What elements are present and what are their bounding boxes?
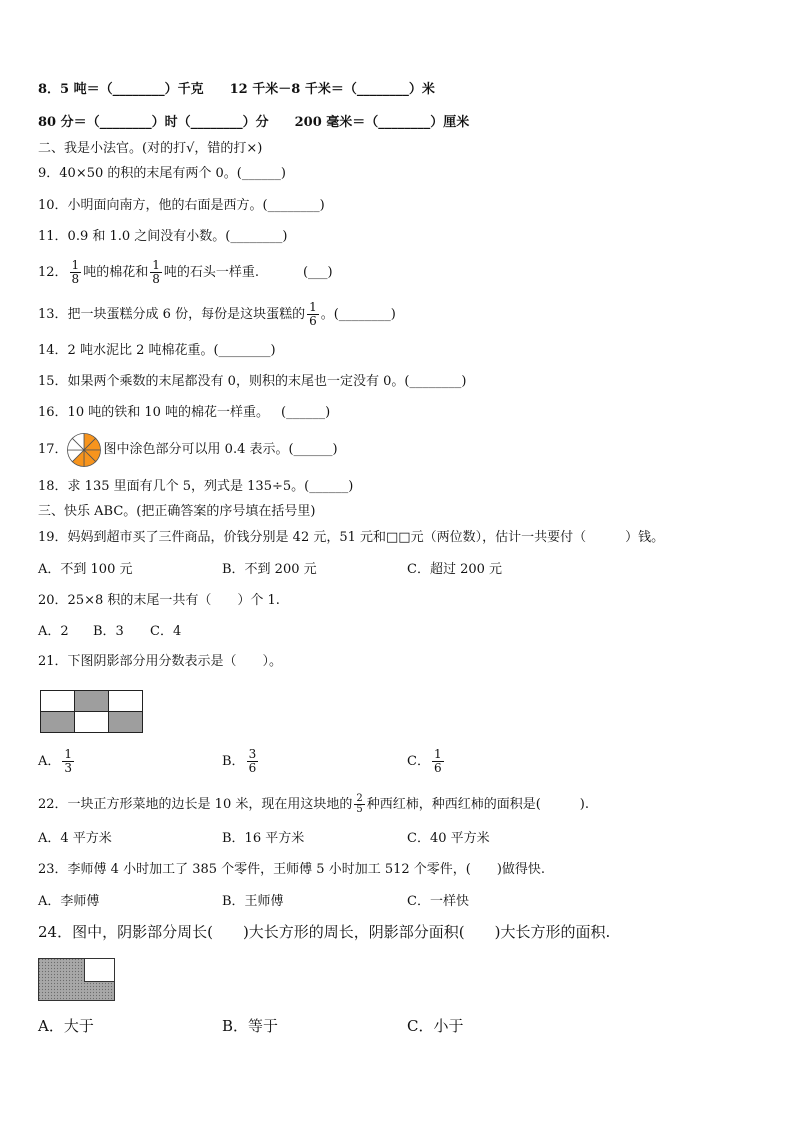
- grid-cell: [75, 691, 109, 712]
- answer-blank: (___): [302, 265, 333, 280]
- grid-cell: [109, 691, 143, 712]
- section-3-heading: 三、快乐 ABC。(把正确答案的序号填在括号里): [38, 504, 316, 519]
- fraction-one-sixth: $\frac{1}{6}$: [309, 300, 317, 328]
- question-9: 9．40×50 的积的末尾有两个 0。(______): [38, 166, 286, 181]
- q8-line2: [38, 113, 469, 133]
- section-2-heading: 二、我是小法官。(对的打√，错的打×): [38, 141, 263, 156]
- q22-option-c: C．40 平方米: [407, 831, 490, 846]
- q8-part-d: 200 毫米＝（________）厘米: [294, 115, 470, 130]
- q24-option-b: B．等于: [222, 1017, 279, 1035]
- q19-option-b: B．不到 200 元: [222, 562, 317, 577]
- q21-option-c: C． $\frac{1}{6}$: [407, 747, 442, 775]
- q8-part-c: 80 分＝（________）时（________）分: [38, 115, 269, 130]
- q24-option-a: A．大于: [38, 1017, 94, 1035]
- q21-option-b: B． $\frac{3}{6}$: [222, 747, 257, 775]
- fraction-one-eighth: $\frac{1}{8}$: [152, 258, 160, 286]
- q8-line1: [38, 80, 435, 100]
- question-24: 24．图中，阴影部分周长( )大长方形的周长，阴影部分面积( )大长方形的面积.: [38, 923, 611, 941]
- grid-cell: [41, 712, 75, 733]
- q20-option-b: B．3: [93, 624, 124, 639]
- q19-option-c: C．超过 200 元: [407, 562, 503, 577]
- q19-option-a: A．不到 100 元: [38, 562, 133, 577]
- q23-option-c: C．一样快: [407, 894, 469, 909]
- q8-part-a: 8．5 吨＝（________）千克: [38, 82, 204, 97]
- question-19: 19．妈妈到超市买了三件商品，价钱分别是 42 元，51 元和□□元（两位数），估计一共要付（ ）钱。: [38, 530, 665, 545]
- question-11: 11．0.9 和 1.0 之间没有小数。(________): [38, 229, 288, 244]
- q17-shaded-circle-figure: [66, 432, 102, 468]
- q20-option-c: C．4: [150, 624, 182, 639]
- question-23: 23．李师傅 4 小时加工了 385 个零件，王师傅 5 小时加工 512 个零件，( )做得快.: [38, 862, 546, 877]
- question-12: 12． $\frac{1}{8}$ 吨的棉花和 $\frac{1}{8}$ 吨的石头一样重. (___): [38, 258, 333, 286]
- grid-cell: [109, 712, 143, 733]
- answer-blank: (______): [281, 405, 331, 420]
- grid-cell: [75, 712, 109, 733]
- question-22: 22．一块正方形菜地的边长是 10 米，现在用这块地的 $\frac{2}{5}$ 种西红柿，种西红柿的面积是( ).: [38, 793, 590, 815]
- q20-option-a: A．2: [38, 624, 69, 639]
- question-14: 14．2 吨水泥比 2 吨棉花重。(________): [38, 343, 276, 358]
- question-18: 18．求 135 里面有几个 5，列式是 135÷5。(______): [38, 479, 354, 494]
- question-21: 21．下图阴影部分用分数表示是（ ）。: [38, 654, 283, 669]
- q22-option-a: A．4 平方米: [38, 831, 112, 846]
- fraction-one-eighth: $\frac{1}{8}$: [71, 258, 80, 286]
- unshaded-square: [85, 959, 115, 982]
- q23-option-b: B．王师傅: [222, 894, 284, 909]
- question-16: 16．10 吨的铁和 10 吨的棉花一样重。 (______): [38, 405, 331, 420]
- q21-option-a: A． $\frac{1}{3}$: [38, 747, 73, 775]
- q21-grid-figure: [40, 690, 143, 734]
- grid-cell: [41, 691, 75, 712]
- q24-rectangle-figure: [38, 958, 116, 1002]
- q23-option-a: A．李师傅: [38, 894, 100, 909]
- question-17: 17． 图中涂色部分可以用 0.4 表示。(______): [38, 442, 338, 457]
- question-13: 13．把一块蛋糕分成 6 份，每份是这块蛋糕的 $\frac{1}{6}$ 。(________): [38, 300, 396, 328]
- q8-part-b: 12 千米－8 千米＝（________）米: [229, 82, 435, 97]
- question-15: 15．如果两个乘数的末尾都没有 0，则积的末尾也一定没有 0。(________): [38, 374, 467, 389]
- q22-option-b: B．16 平方米: [222, 831, 305, 846]
- question-10: 10．小明面向南方，他的右面是西方。(________): [38, 198, 325, 213]
- q24-option-c: C．小于: [407, 1017, 464, 1035]
- fraction-two-fifths: $\frac{2}{5}$: [356, 793, 363, 815]
- question-20: 20．25×8 积的末尾一共有（ ）个 1.: [38, 593, 280, 608]
